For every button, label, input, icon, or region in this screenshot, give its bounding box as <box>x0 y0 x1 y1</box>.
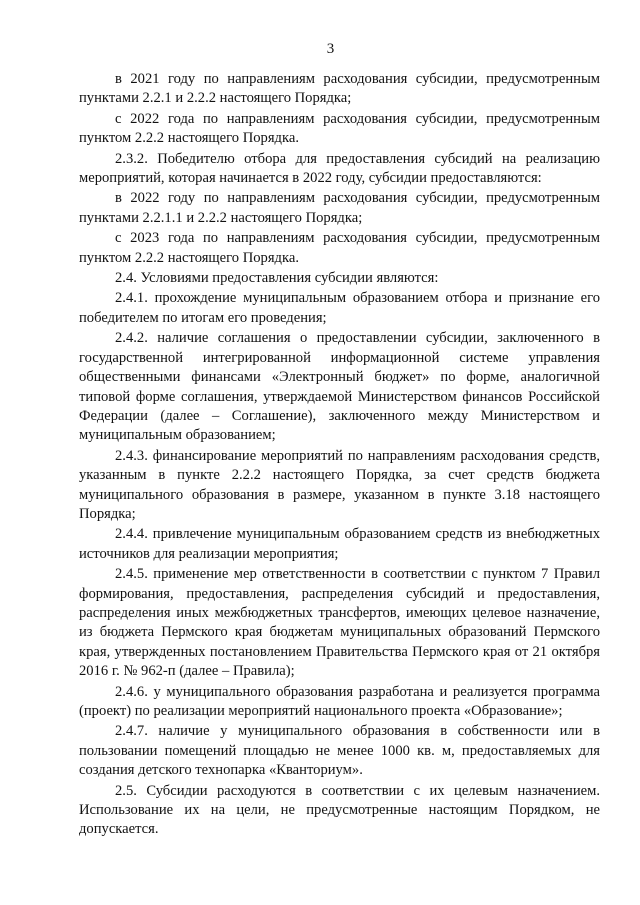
paragraph-2-4-6: 2.4.6. у муниципального образования разработана и реализуется программа (проект) по реализации мероприятий национального проекта «Образование»; <box>79 683 600 719</box>
paragraph-2-4-3: 2.4.3. финансирование мероприятий по направлениям расходования средств, указанным в пункте 2.2.2 настоящего Порядка, за счет средств бюджета муниципального образования в размере, указанном в пункте 3.18 настоящего Порядка; <box>79 447 600 522</box>
paragraph-2-4-1: 2.4.1. прохождение муниципальным образованием отбора и признание его победителем по итогам его проведения; <box>79 290 600 326</box>
paragraph-2023-subsidy: с 2023 года по направлениям расходования субсидии, предусмотренным пунктом 2.2.2 настоящего Порядка. <box>79 230 600 266</box>
paragraph-2-4-2: 2.4.2. наличие соглашения о предоставлении субсидии, заключенного в государственной интегрированной информационной системе управления общественными финансами «Электронный бюджет» по форме, аналогичной типовой форме соглашения, утверждаемой Министерством финансов Российской Федерации (далее – Соглашение), заключенного между Министерством и муниципальным образованием; <box>79 330 600 444</box>
paragraph-2022-directions: с 2022 года по направлениям расходования субсидии, предусмотренным пунктом 2.2.2 настоящего Порядка. <box>79 110 600 147</box>
paragraph-2022-subsidy: в 2022 году по направлениям расходования субсидии, предусмотренным пунктами 2.2.1.1 и 2.2.2 настоящего Порядка; <box>79 190 600 226</box>
paragraph-2-3-2: 2.3.2. Победителю отбора для предоставления субсидий на реализацию мероприятий, которая начинается в 2022 году, субсидии предоставляются: <box>79 150 600 187</box>
paragraph-2-4-5: 2.4.5. применение мер ответственности в соответствии с пунктом 7 Правил формирования, предоставления, распределения субсидий и предоставления, распределения иных межбюджетных трансфертов, имеющих целевое назначение, из бюджета Пермского края бюджетам муниципальных образований Пермского края, утвержденных постановлением Правительства Пермского края от 21 октября 2016 г. № 962-п (далее – Правила); <box>79 566 600 680</box>
paragraph-2-4-4: 2.4.4. привлечение муниципальным образованием средств из внебюджетных источников для реализации мероприятия; <box>79 526 600 562</box>
paragraph-2-4-7: 2.4.7. наличие у муниципального образования в собственности или в пользовании помещений площадью не менее 1000 кв. м, предоставляемых для создания детского технопарка «Кванториум». <box>79 723 600 779</box>
paragraph-2-5: 2.5. Субсидии расходуются в соответствии с их целевым назначением. Использование их на цели, не предусмотренные настоящим Порядком, не допускается. <box>79 782 600 838</box>
paragraph-2-4: 2.4. Условиями предоставления субсидии являются: <box>115 270 439 287</box>
paragraph-2021-directions: в 2021 году по направлениям расходования субсидии, предусмотренным пунктами 2.2.1 и 2.2.2 настоящего Порядка; <box>79 71 600 107</box>
page-number: 3 <box>326 41 335 57</box>
